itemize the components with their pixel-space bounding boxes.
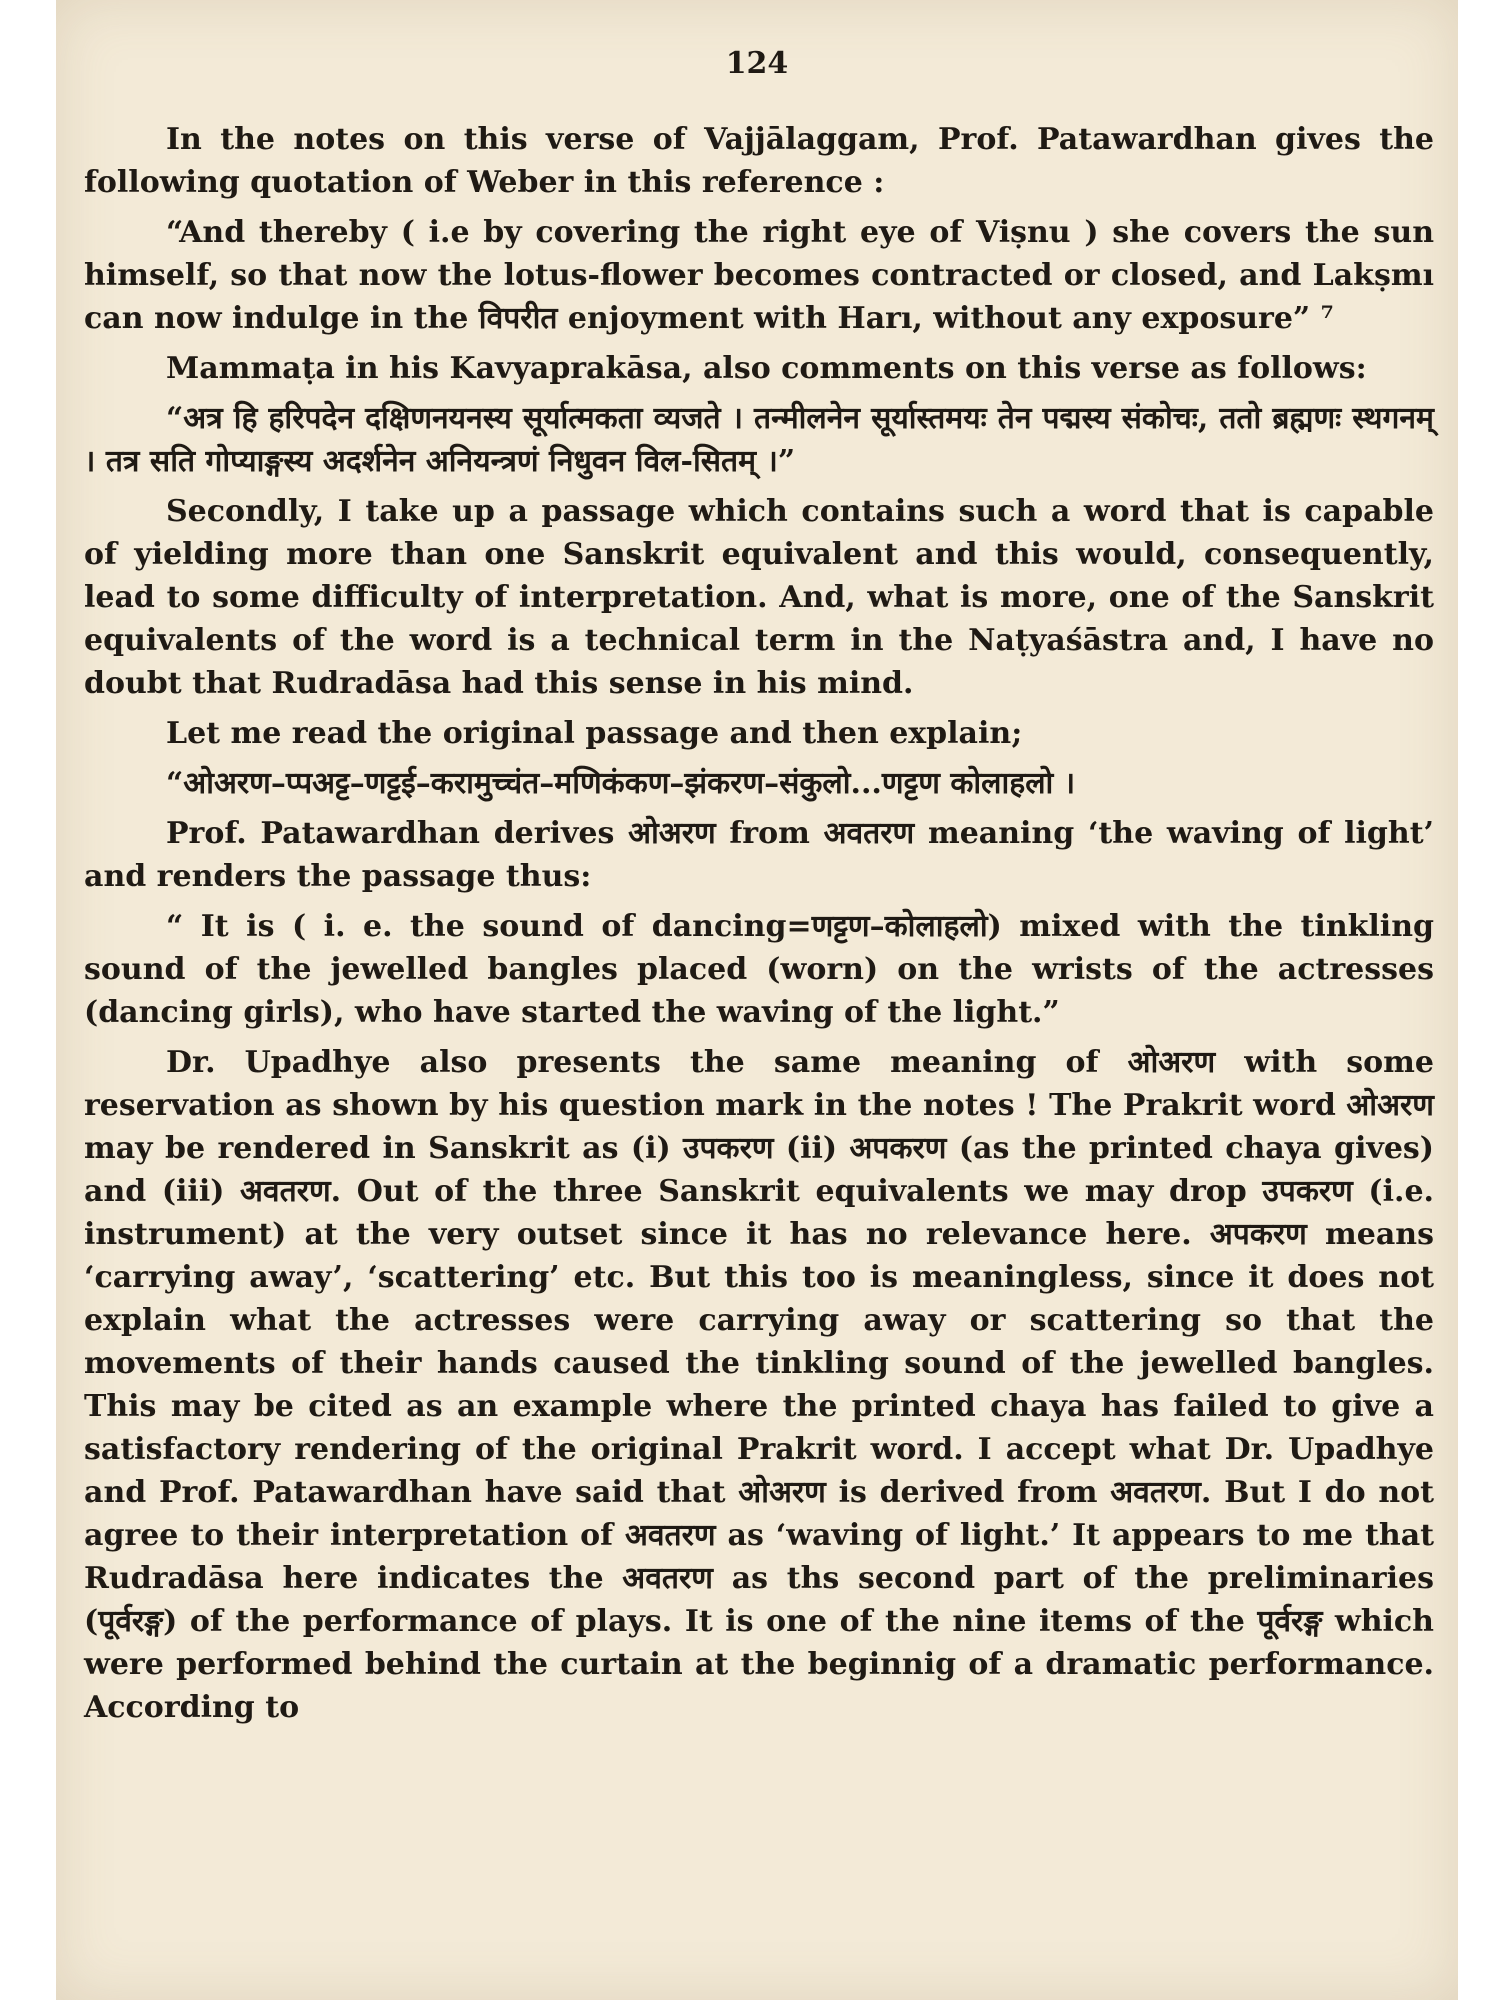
- prakrit-passage-quotation: “ओअरण–प्पअट्ट–णट्टई–करामुच्चंत–मणिकंकण–झंकरण–संकुलो...णट्टण कोलाहलो ।: [166, 766, 1076, 801]
- paragraph-patawardhan-derivation: Prof. Patawardhan derives ओअरण from अवतरण meaning ‘the waving of light’ and renders the passage thus:: [84, 816, 1434, 894]
- body-text: [84, 118, 1434, 1736]
- paragraph-weber-intro: In the notes on this verse of Vajjālaggam, Prof. Patawardhan gives the following quotation of Weber in this reference :: [84, 122, 1434, 200]
- paragraph-mammata-intro: Mammaṭa in his Kavyaprakāsa, also comments on this verse as follows:: [166, 351, 1367, 386]
- book-page: [56, 0, 1458, 2000]
- paragraph-upadhye-discussion: Dr. Upadhye also presents the same meaning of ओअरण with some reservation as shown by his question mark in the notes ! The Prakrit word ओअरण may be rendered in Sanskrit as (i) उपकरण (ii) अपकरण (as the printed chaya gives) and (iii) अवतरण. Out of the three Sanskrit equivalents we may drop उपकरण (i.e. instrument) at the very outset since it has no relevance here. अपकरण means ‘carrying away’, ‘scattering’ etc. But this too is meaningless, since it does not explain what the actresses were carrying away or scattering so that the movements of their hands caused the tinkling sound of the jewelled bangles. This may be cited as an example where the printed chaya has failed to give a satisfactory rendering of the original Prakrit word. I accept what Dr. Upadhye and Prof. Patawardhan have said that ओअरण is derived from अवतरण. But I do not agree to their interpretation of अवतरण as ‘waving of light.’ It appears to me that Rudradāsa here indicates the अवतरण as ths second part of the preliminaries (पूर्वरङ्ग) of the performance of plays. It is one of the nine items of the पूर्वरङ्ग which were performed behind the curtain at the beginnig of a dramatic performance. According to: [84, 1045, 1434, 1725]
- page-number: 124: [725, 46, 789, 81]
- sanskrit-commentary-quotation: “अत्र हि हरिपदेन दक्षिणनयनस्य सूर्यात्मकता व्यजते । तन्मीलनेन सूर्यास्तमयः तेन पद्मस्य संकोचः, ततो ब्रह्मणः स्थगनम् । तत्र सति गोप्याङ्गस्य अदर्शनेन अनियन्त्रणं निधुवन विल-सितम् ।”: [84, 401, 1434, 479]
- patawardhan-rendering-quotation: “ It is ( i. e. the sound of dancing=णट्टण–कोलाहलो) mixed with the tinkling sound of the jewelled bangles placed (worn) on the wrists of the actresses (dancing girls), who have started the waving of the light.”: [84, 909, 1434, 1030]
- weber-quotation: “And thereby ( i.e by covering the right eye of Viṣnu ) she covers the sun himself, so that now the lotus-flower becomes contracted or closed, and Lakṣmı can now indulge in the विपरीत enjoyment with Harı, without any exposure” ⁷: [84, 215, 1434, 336]
- paragraph-read-original: Let me read the original passage and then explain;: [166, 716, 1023, 751]
- paragraph-second-passage: Secondly, I take up a passage which contains such a word that is capable of yielding more than one Sanskrit equivalent and this would, consequently, lead to some difficulty of interpretation. And, what is more, one of the Sanskrit equivalents of the word is a technical term in the Naṭyaśāstra and, I have no doubt that Rudradāsa had this sense in his mind.: [84, 494, 1434, 701]
